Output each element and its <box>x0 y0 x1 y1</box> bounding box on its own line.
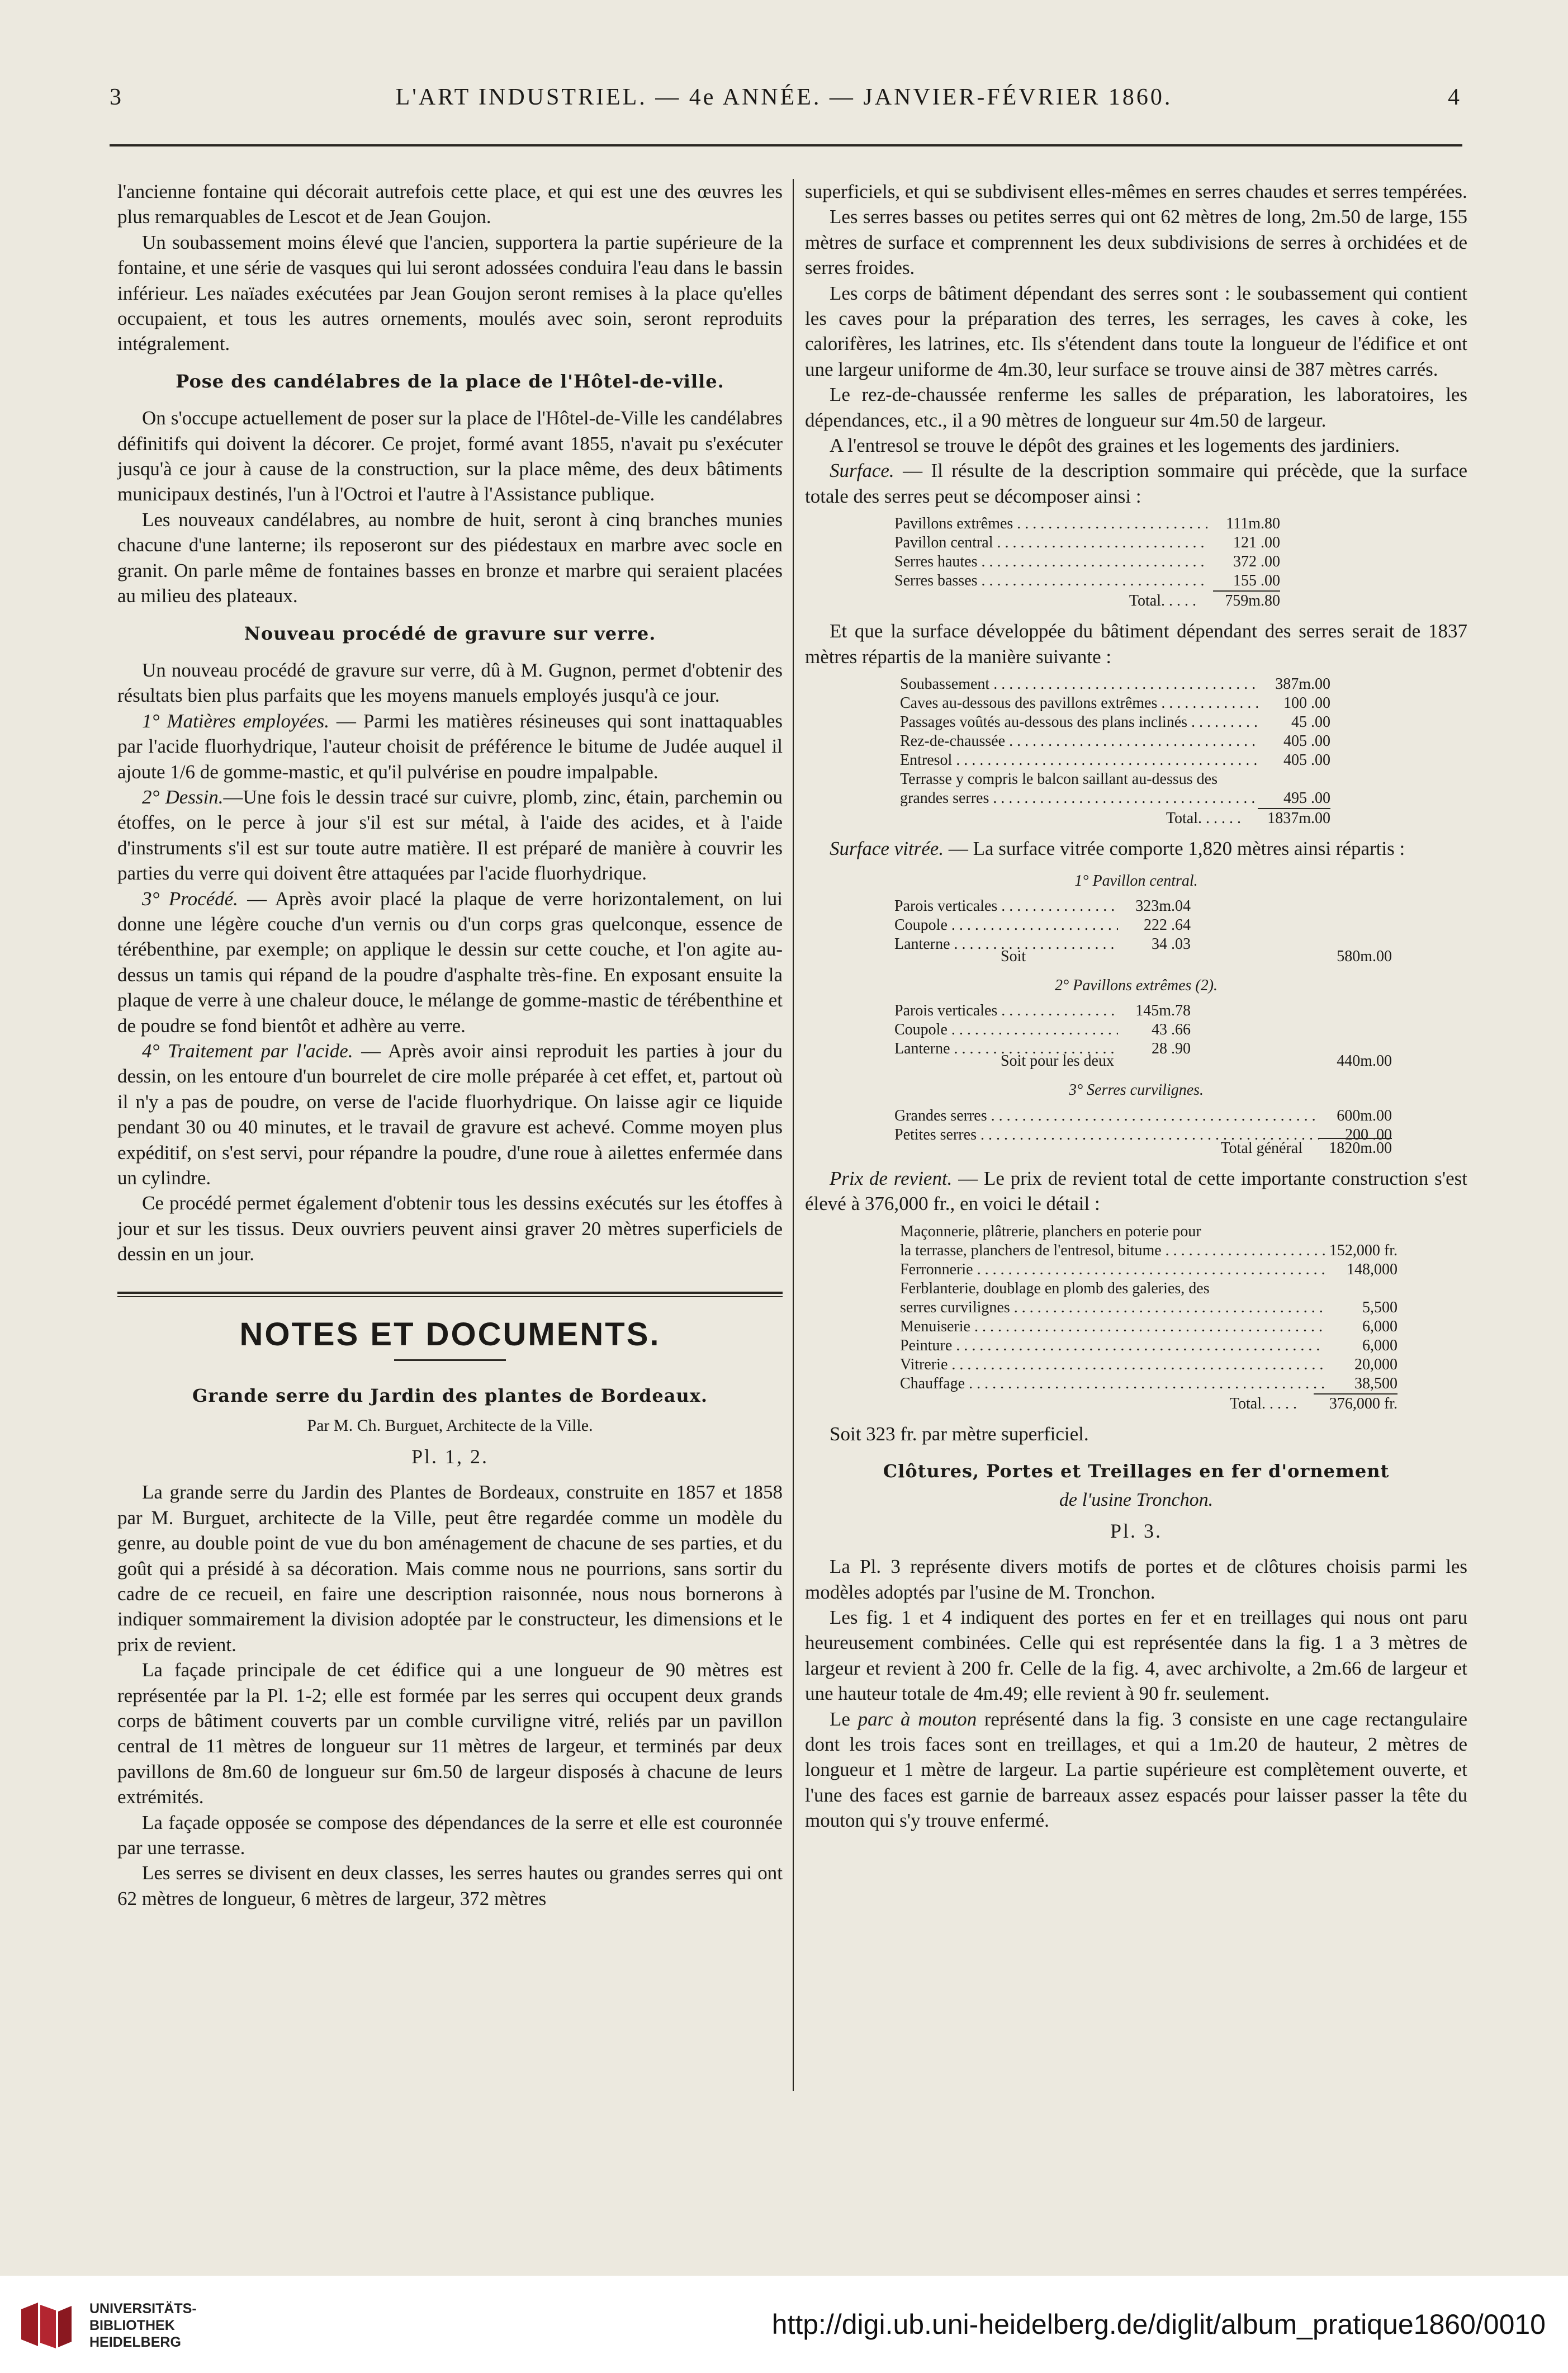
paragraph-text: — Après avoir placé la plaque de verre horizontalement, on lui donne une légère couche d'un vernis ou d'un corps gras quelconque, essence de térébenthine, par exemple; on applique le dessin sur cette couche, et l'on agite au-dessus un tamis qui répand de la poudre d'asphalte très-fine. En exposant ensuite la plaque de verre à une chaleur douce, le mélange de gomme-mastic de térébenthine et de poudre se fond bientôt et adhère au verre. <box>117 887 783 1037</box>
cost-table <box>900 1222 1398 1393</box>
running-title: L'ART INDUSTRIEL. — 4e ANNÉE. — JANVIER-FÉVRIER 1860. <box>395 84 1173 110</box>
page-number-right: 4 <box>1448 84 1462 110</box>
table-row <box>894 533 1280 552</box>
university-library-logo-icon <box>16 2298 77 2351</box>
table-row <box>900 1222 1398 1241</box>
table-row <box>894 571 1280 590</box>
paragraph <box>805 458 1467 509</box>
table-row <box>900 694 1330 713</box>
plate-reference: Pl. 3. <box>1110 1519 1163 1542</box>
table-row <box>900 789 1330 808</box>
header-rule <box>110 144 1462 146</box>
table-row <box>900 675 1330 694</box>
row-label: serres curvilignes . . . <box>900 1298 1325 1317</box>
paragraph: Les serres basses ou petites serres qui ont 62 mètres de long, 2m.50 de large, 155 mètres de surface et comprennent les deux subdivisions de serres à orchidées et de serres froides. <box>805 206 1467 279</box>
paragraph <box>117 784 783 886</box>
paragraph: l'ancienne fontaine qui décorait autrefois cette place, et qui est une des œuvres les plus remarquables de Lescot et de Jean Goujon. <box>117 181 783 228</box>
row-label: Chauffage . . . <box>900 1374 1325 1393</box>
row-label: Caves au-dessous des pavillons extrêmes . . . <box>900 694 1258 713</box>
plate-reference: Pl. 1, 2. <box>411 1445 489 1468</box>
table-row <box>894 514 1280 533</box>
row-value: 6,000 <box>1362 1317 1398 1335</box>
row-label: Vitrerie . . . <box>900 1355 1325 1374</box>
paragraph-text: — La surface vitrée comporte 1,820 mètres ainsi répartis : <box>944 838 1405 860</box>
table-row <box>894 916 1191 935</box>
row-label: Serres basses . . . <box>894 571 1207 590</box>
row-label: la terrasse, planchers de l'entresol, bitume . . . <box>900 1241 1325 1260</box>
paragraph-text: — Après avoir ainsi reproduit les parties à jour du dessin, on les entoure d'un bourrelet de cire molle préparée à cet effet, et, partout où il n'y a pas de poudre, on verse de l'acide fluorhydrique. On laisse agir ce liquide pendant 30 ou 40 minutes, et le travail de gravure est achevé. Comme moyen plus expéditif, on s'est servi, pour répandre la poudre, d'une roue à ailettes enfermée dans un cylindre. <box>117 1040 783 1189</box>
subheading: 1° Pavillon central. <box>1074 872 1198 890</box>
total-value: 759m.80 <box>1213 590 1280 611</box>
run-in-title: parc à mouton <box>858 1708 977 1730</box>
section-double-rule <box>117 1292 783 1297</box>
soit-label: Soit pour les deux <box>1001 1052 1114 1070</box>
cost-total-row <box>900 1393 1398 1414</box>
section-short-rule <box>394 1359 506 1361</box>
row-label: Passages voûtés au-dessous des plans inclinés . . . <box>900 713 1258 732</box>
table-row <box>894 897 1191 916</box>
row-value: 34 .03 <box>1152 935 1191 953</box>
paragraph: La façade opposée se compose des dépendances de la serre et elle est couronnée par une terrasse. <box>117 1811 783 1859</box>
paragraph: La façade principale de cet édifice qui a une longueur de 90 mètres est représentée par la Pl. 1-2; elle est formée par les serres qui occupent deux grands corps de bâtiment couverts par un comble curviligne vitré, reliés par un pavillon central de 11 mètres de longueur sur 11 mètres de largeur, et terminés par deux pavillons de 8m.60 de longueur sur 6m.50 de largeur disposés à chacune de leurs extrémités. <box>117 1659 783 1808</box>
row-label: Coupole . . . <box>894 916 1118 935</box>
run-in-title: Prix de revient. <box>830 1167 953 1189</box>
row-label: Serres hautes . . . <box>894 552 1207 571</box>
row-label: Lanterne . . . <box>894 935 1118 954</box>
library-footer <box>0 2276 1568 2373</box>
left-column <box>117 179 783 1911</box>
paragraph <box>805 1166 1467 1217</box>
total-label: Total. . . . . <box>1129 592 1196 610</box>
row-value: 387m.00 <box>1275 675 1330 693</box>
row-label: Rez-de-chaussée . . . <box>900 732 1258 751</box>
row-value: 405 .00 <box>1283 751 1330 769</box>
total-value: 1820m.00 <box>1319 1138 1392 1158</box>
row-value: 155 .00 <box>1233 572 1280 590</box>
row-label: Coupole . . . <box>894 1020 1118 1039</box>
article-heading: Pose des candélabres de la place de l'Hôtel-de-ville. <box>176 370 724 392</box>
total-value: 440m.00 <box>1337 1052 1392 1070</box>
row-label: Ferronnerie . . . <box>900 1260 1325 1279</box>
column-divider <box>793 179 794 2091</box>
row-label: Grandes serres . . . <box>894 1107 1319 1126</box>
row-label: Petites serres . . . <box>894 1126 1319 1145</box>
row-label: Pavillons extrêmes . . . <box>894 514 1207 533</box>
paragraph: On s'occupe actuellement de poser sur la place de l'Hôtel-de-Ville les candélabres définitifs qui doivent la décorer. Ce projet, formé avant 1855, n'avait pu s'exécuter jusqu'à ce jour à cause de la construction, sur la place même, des deux bâtiments municipaux destinés, l'un à l'Octroi et l'autre à l'Assistance publique. <box>117 407 783 505</box>
central-pavilion-total <box>894 947 1392 966</box>
building-total-row <box>900 808 1330 828</box>
paragraph: Ce procédé permet également d'obtenir tous les dessins exécutés sur les étoffes à jour et sur les tissus. Deux ouvriers peuvent ainsi graver 20 mètres superficiels de dessin en un jour. <box>117 1192 783 1265</box>
row-value: 148,000 <box>1347 1260 1398 1278</box>
paragraph <box>805 836 1467 861</box>
total-label: Total. . . . . . <box>1166 810 1241 828</box>
paragraph: Les corps de bâtiment dépendant des serres sont : le soubassement qui contient les caves pour la préparation des terres, les serrages, les caves à coke, les calorifères, les latrines, etc. Ils s'étendent dans toute la longueur de l'édifice et ont une largeur uniforme de 4m.30, leur surface se trouve ainsi de 387 mètres carrés. <box>805 282 1467 380</box>
table-row <box>894 552 1280 571</box>
row-value: 121 .00 <box>1233 534 1280 552</box>
row-label: Soubassement . . . <box>900 675 1258 694</box>
paragraph: superficiels, et qui se subdivisent elles-mêmes en serres chaudes et serres tempérées. <box>805 181 1467 202</box>
row-value: 43 .66 <box>1152 1021 1191 1039</box>
end-pavilions-table <box>894 1001 1191 1058</box>
total-value: 1837m.00 <box>1258 808 1330 828</box>
central-pavilion-table <box>894 897 1191 954</box>
table-row <box>900 713 1330 732</box>
paragraph: Les fig. 1 et 4 indiquent des portes en fer et en treillages qui nous ont paru heureusement combinées. Celle qui est représentée dans la fig. 1 a 3 mètres de largeur et revient à 200 fr. Celle de la fig. 4, avec archivolte, a 2m.66 de largeur et une hauteur totale de 4m.49; elle revient à 90 fr. seulement. <box>805 1606 1467 1705</box>
row-label: Entresol . . . <box>900 751 1258 770</box>
section-title: NOTES ET DOCUMENTS. <box>239 1316 661 1353</box>
total-value: 580m.00 <box>1337 947 1392 965</box>
row-value: 323m.04 <box>1135 897 1191 915</box>
byline: Par M. Ch. Burguet, Architecte de la Ville. <box>307 1416 593 1435</box>
paragraph-text: Le <box>830 1708 858 1730</box>
building-surface-table <box>900 675 1330 808</box>
article-heading: Nouveau procédé de gravure sur verre. <box>244 622 656 644</box>
table-row <box>894 1020 1191 1039</box>
row-label: Menuiserie . . . <box>900 1317 1325 1336</box>
run-in-title: 1° Matières employées. <box>142 710 329 732</box>
table-row <box>900 1279 1398 1298</box>
run-in-title: 4° Traitement par l'acide. <box>142 1040 353 1062</box>
paragraph: Le rez-de-chaussée renferme les salles de préparation, les laboratoires, les dépendances, etc., il a 90 mètres de longueur sur 4m.50 de largeur. <box>805 384 1467 431</box>
row-value: 222 .64 <box>1144 916 1191 934</box>
run-in-title: Surface vitrée. <box>830 838 944 860</box>
library-name-line: BIBLIOTHEK <box>89 2318 175 2333</box>
total-value: 376,000 fr. <box>1314 1393 1398 1414</box>
table-row <box>900 1336 1398 1355</box>
paragraph: Les serres se divisent en deux classes, les serres hautes ou grandes serres qui ont 62 mètres de longueur, 6 mètres de largeur, 372 mètres <box>117 1862 783 1909</box>
paragraph <box>117 1038 783 1190</box>
article-subheading: de l'usine Tronchon. <box>1059 1490 1214 1511</box>
paragraph-text: — Il résulte de la description sommaire qui précède, que la surface totale des serres peut se décomposer ainsi : <box>805 460 1467 507</box>
paragraph <box>117 886 783 1038</box>
row-value: 111m.80 <box>1226 515 1280 533</box>
row-value: 600m.00 <box>1337 1107 1392 1124</box>
source-url-link[interactable]: http://digi.ub.uni-heidelberg.de/diglit/album_pratique1860/0010 <box>771 2309 1546 2340</box>
row-value: 38,500 <box>1354 1374 1398 1392</box>
paragraph: Un nouveau procédé de gravure sur verre, dû à M. Gugnon, permet d'obtenir des résultats bien plus parfaits que les moyens manuels employés jusqu'à ce jour. <box>117 659 783 707</box>
total-label: Total. . . . . <box>1229 1395 1297 1412</box>
article-heading: Grande serre du Jardin des plantes de Bordeaux. <box>192 1385 708 1407</box>
row-value: 372 .00 <box>1233 553 1280 571</box>
paragraph: La grande serre du Jardin des Plantes de Bordeaux, construite en 1857 et 1858 par M. Burguet, architecte de la Ville, peut être regardée comme un modèle du genre, au double point de vue du bon aménagement de chacune de ses parties, et du goût qui a présidé à sa décoration. Mais comme nous ne pourrions, sans sortir du cadre de ce recueil, en faire une description raisonnée, nous nous bornerons à indiquer sommairement la division adoptée par le constructeur, les dimensions et le prix de revient. <box>117 1481 783 1656</box>
paragraph-text: — Parmi les matières résineuses qui sont inattaquables par l'acide fluorhydrique, l'auteur choisit de préférence le bitume de Judée auquel il ajoute 1/6 de gomme-mastic, et qu'il pulvérise en poudre impalpable. <box>117 710 783 783</box>
library-name <box>89 2300 197 2351</box>
library-name-line: UNIVERSITÄTS- <box>89 2301 197 2317</box>
row-label: Pavillon central . . . <box>894 533 1207 552</box>
paragraph-text: — Le prix de revient total de cette importante construction s'est élevé à 376,000 fr., en voici le détail : <box>805 1167 1467 1215</box>
run-in-title: 3° Procédé. <box>142 887 238 910</box>
table-row <box>894 1107 1392 1126</box>
row-value: 6,000 <box>1362 1336 1398 1354</box>
subheading: 2° Pavillons extrêmes (2). <box>1054 976 1218 994</box>
row-label: Peinture . . . <box>900 1336 1325 1355</box>
library-name-line: HEIDELBERG <box>89 2334 181 2350</box>
table-row <box>900 1355 1398 1374</box>
paragraph: Et que la surface développée du bâtiment dépendant des serres serait de 1837 mètres répartis de la manière suivante : <box>805 620 1467 668</box>
row-label: Ferblanterie, doublage en plomb des galeries, des <box>900 1279 1210 1297</box>
article-heading: Clôtures, Portes et Treillages en fer d'ornement <box>883 1460 1390 1482</box>
row-value: 495 .00 <box>1283 790 1330 807</box>
row-value: 5,500 <box>1362 1298 1398 1316</box>
row-label: Parois verticales . . . <box>894 1001 1118 1020</box>
paragraph: La Pl. 3 représente divers motifs de portes et de clôtures choisis parmi les modèles adoptés par l'usine de M. Tronchon. <box>805 1556 1467 1603</box>
row-value: 200 .00 <box>1345 1126 1392 1143</box>
paragraph-text: —Une fois le dessin tracé sur cuivre, plomb, zinc, étain, parchemin ou étoffes, on le perce à jour s'il est sur métal, à l'aide des acides, et à l'aide d'instruments s'il est sur toute autre matière. Il est préparé de manière à couvrir les parties du verre qui doivent être attaquées par l'acide fluorhydrique. <box>117 786 783 885</box>
table-row <box>894 1001 1191 1020</box>
row-value: 100 .00 <box>1283 694 1330 712</box>
row-value: 20,000 <box>1354 1355 1398 1373</box>
table-row <box>900 751 1330 770</box>
surface-table <box>894 514 1280 590</box>
paragraph: Un soubassement moins élevé que l'ancien, supportera la partie supérieure de la fontaine, et une série de vasques qui lui seront adossées conduira l'eau dans le bassin inférieur. Les naïades exécutées par Jean Goujon seront remises à la place qu'elles occupaient, et tous les autres ornements, moulés avec soin, seront reproduits intégralement. <box>117 231 783 355</box>
row-label: grandes serres . . . <box>900 789 1258 808</box>
table-row <box>900 1374 1398 1393</box>
grand-total-row <box>894 1138 1392 1158</box>
paragraph: Soit 323 fr. par mètre superficiel. <box>830 1422 1089 1445</box>
row-label: Maçonnerie, plâtrerie, planchers en poterie pour <box>900 1222 1201 1240</box>
table-row <box>900 770 1330 789</box>
paragraph-text: représenté dans la fig. 3 consiste en une cage rectangulaire dont les trois faces sont en treillages, et qui a 1m.20 de hauteur, 2 mètres de longueur et 1 mètre de largeur. La partie supérieure est complètement ouverte, et l'une des faces est garnie de barreaux assez espacés pour laisser passer la tête du mouton qui s'y trouve enfermé. <box>805 1708 1467 1832</box>
row-value: 28 .90 <box>1152 1040 1191 1058</box>
row-label: Lanterne . . . <box>894 1039 1118 1058</box>
table-row <box>900 1298 1398 1317</box>
paragraph <box>117 708 783 784</box>
paragraph: A l'entresol se trouve le dépôt des graines et les logements des jardiniers. <box>830 434 1400 457</box>
row-value: 45 .00 <box>1291 713 1330 731</box>
soit-label: Soit <box>1001 947 1026 965</box>
table-row <box>900 1317 1398 1336</box>
table-row <box>900 1260 1398 1279</box>
table-row <box>900 732 1330 751</box>
run-in-title: 2° Dessin. <box>142 786 224 808</box>
row-value: 405 .00 <box>1283 732 1330 750</box>
subheading: 3° Serres curvilignes. <box>1068 1081 1204 1099</box>
paragraph: Les nouveaux candélabres, au nombre de huit, seront à cinq branches munies chacune d'une lanterne; ils reposeront sur des piédestaux en marbre avec socle en granit. On parle même de fontaines basses en bronze et marbre qui seraient placées au milieu des plateaux. <box>117 508 783 607</box>
run-in-title: Surface. <box>830 460 894 482</box>
surface-total-row <box>894 590 1280 611</box>
row-label: Terrasse y compris le balcon saillant au-dessus des <box>900 770 1218 788</box>
row-value: 145m.78 <box>1135 1002 1191 1020</box>
paragraph <box>805 1707 1467 1833</box>
page-number-left: 3 <box>110 84 124 110</box>
table-row <box>900 1241 1398 1260</box>
right-column <box>805 179 1467 1833</box>
end-pavilions-total <box>894 1052 1392 1071</box>
row-value: 152,000 fr. <box>1329 1241 1398 1259</box>
total-label: Total général <box>1220 1139 1302 1157</box>
row-label: Parois verticales . . . <box>894 897 1118 916</box>
